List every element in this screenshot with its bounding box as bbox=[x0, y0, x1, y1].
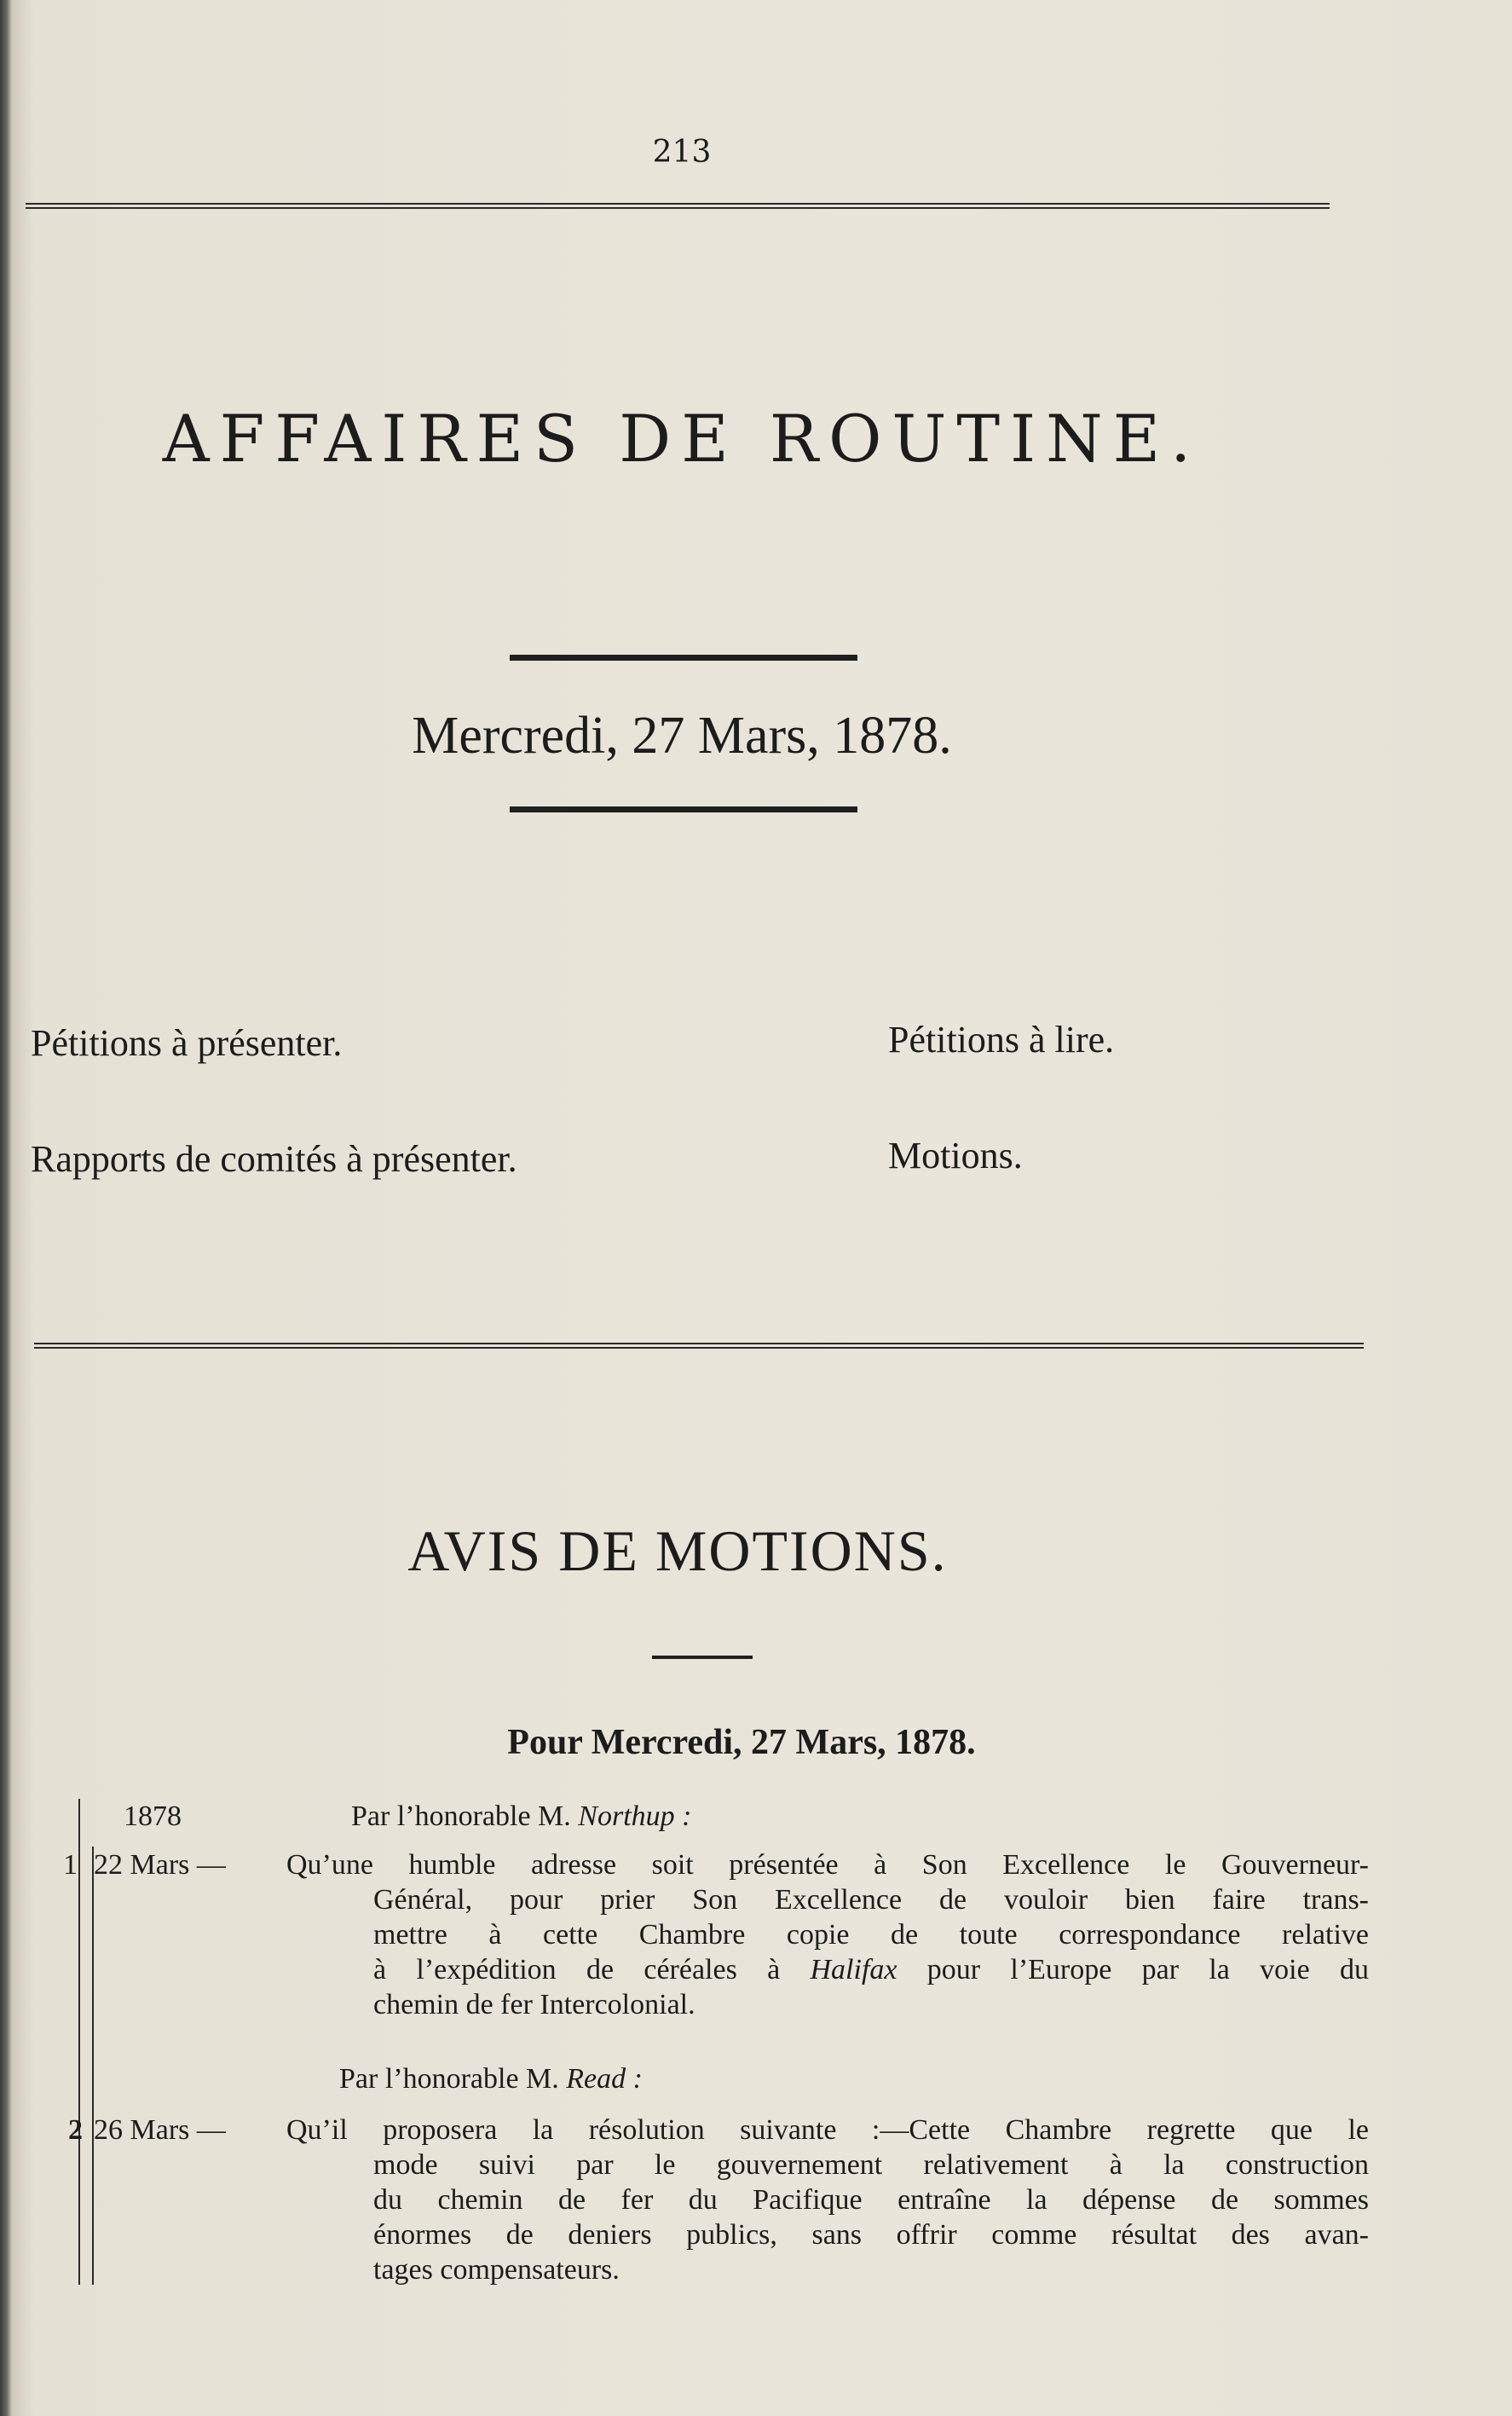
motion-line: Qu’il proposera la résolution suivante :—Cette Chambre regrette que le bbox=[286, 2114, 1369, 2146]
year-label: 1878 bbox=[124, 1800, 182, 1832]
margin-vertical-rule-2 bbox=[92, 1847, 94, 2285]
rule-below-notices bbox=[652, 1656, 753, 1659]
motion-line: du chemin de fer du Pacifique entraîne la dépense de sommes bbox=[373, 2184, 1369, 2216]
motion-date: 26 Mars — bbox=[94, 2114, 226, 2146]
motion-line: mettre à cette Chambre copie de toute correspondance relative bbox=[373, 1919, 1369, 1951]
motion-number: 1 bbox=[63, 1849, 78, 1881]
page-title: AFFAIRES DE ROUTINE. bbox=[162, 401, 1202, 477]
motion-line: Général, pour prier Son Excellence de vouloir bien faire trans- bbox=[373, 1884, 1369, 1916]
item-petitions-lire: Pétitions à lire. bbox=[888, 1019, 1115, 1061]
mover-line-2 bbox=[339, 2061, 643, 2096]
motion-line: énormes de deniers publics, sans offrir comme résultat des avan- bbox=[373, 2219, 1369, 2251]
rule-above-date bbox=[510, 655, 857, 661]
motion-line: Qu’une humble adresse soit présentée à Son Excellence le Gouverneur- bbox=[286, 1849, 1369, 1881]
motion-1-body bbox=[286, 1847, 1369, 2022]
mover-name: Read : bbox=[566, 2063, 643, 2095]
motion-line: tages compensateurs. bbox=[373, 2254, 620, 2286]
top-double-rule bbox=[26, 203, 1330, 209]
place-name: Halifax bbox=[810, 1954, 897, 1985]
motion-date: 22 Mars — bbox=[94, 1849, 226, 1881]
date-heading: Mercredi, 27 Mars, 1878. bbox=[412, 707, 952, 765]
notices-heading: AVIS DE MOTIONS. bbox=[407, 1518, 948, 1583]
item-petitions-presenter: Pétitions à présenter. bbox=[31, 1022, 343, 1064]
motion-line: chemin de fer Intercolonial. bbox=[373, 1989, 695, 2020]
motion-2-body bbox=[286, 2113, 1369, 2287]
motion-number: 2 bbox=[68, 2114, 83, 2146]
margin-vertical-rule-1 bbox=[78, 1799, 80, 2285]
item-motions: Motions. bbox=[888, 1135, 1023, 1176]
notices-date: Pour Mercredi, 27 Mars, 1878. bbox=[507, 1723, 976, 1762]
motion-line: mode suivi par le gouvernement relativement à la construction bbox=[373, 2149, 1369, 2181]
rule-below-date bbox=[510, 806, 857, 812]
mover-prefix: Par l’honorable M. bbox=[351, 1800, 571, 1832]
middle-double-rule bbox=[34, 1343, 1364, 1349]
mover-line-1 bbox=[351, 1799, 691, 1834]
item-rapports-comites: Rapports de comités à présenter. bbox=[31, 1138, 517, 1180]
motion-line: à l’expédition de céréales à Halifax pour l’Europe par la voie du bbox=[373, 1954, 1370, 1985]
mover-name: Northup : bbox=[578, 1800, 692, 1832]
page-number: 213 bbox=[652, 135, 712, 170]
mover-prefix: Par l’honorable M. bbox=[339, 2063, 559, 2095]
